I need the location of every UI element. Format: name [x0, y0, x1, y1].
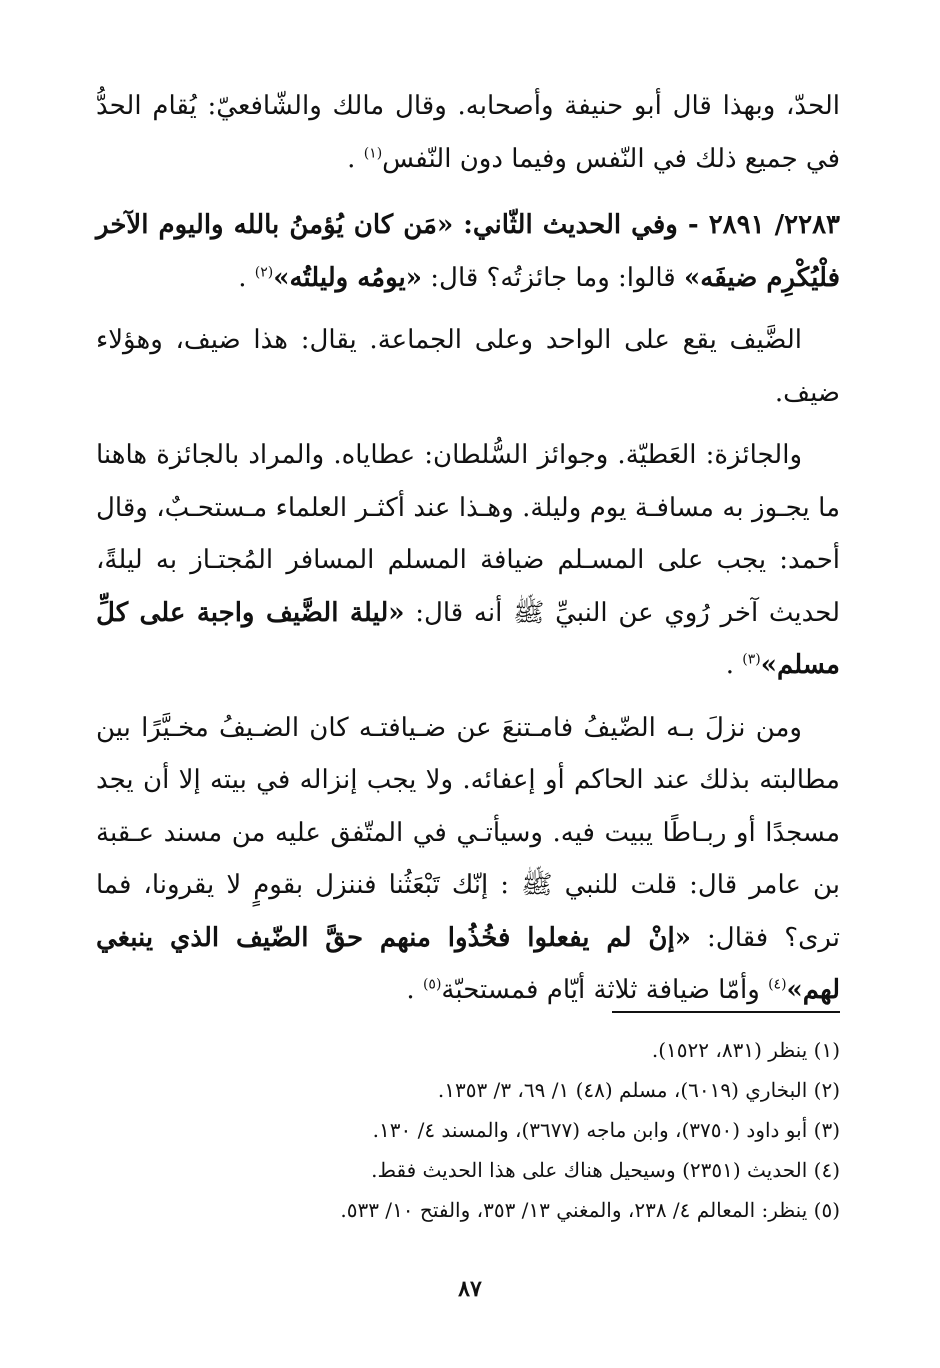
paragraph-2-end: .	[238, 262, 255, 293]
paragraph-3-text: الضَّيف يقع على الواحد وعلى الجماعة. يقال: هذا ضيف، وهؤلاء ضيف.	[96, 325, 840, 408]
page-number: ٨٧	[458, 1276, 482, 1302]
footnote-3: (٣) أبو داود (٣٧٥٠)، وابن ماجه (٣٦٧٧)، والمسند ٤/ ١٣٠.	[372, 1118, 840, 1142]
footnote-divider	[612, 1011, 840, 1013]
paragraph-5-text: ومن نزلَ بـه الضّيفُ فامـتنعَ عن ضـيافتـه كان الضـيفُ مخـيَّرًا بين مطالبته بذلك عند الحاكم أو إعفائه. ولا يجب إنزاله في بيته إلا أن يجد مسجدًا أو ربـاطًا يبيت فيه. وسيأتـي في المتّفق عليه من مسند عـقبة بن عامر قال: قلت للنبي ﷺ : إنّك تَبْعَثُنا فننزل بقومٍ لا يقرونا، فما ترى؟ فقال:	[96, 712, 840, 953]
footnote-4: (٤) الحديث (٢٣٥١) وسيحيل هناك على هذا الحديث فقط.	[371, 1158, 840, 1182]
footnote-ref-2: (٢)	[254, 263, 274, 280]
paragraph-5-continued: وأمّا ضيافة ثلاثة أيّام فمستحبّة	[441, 975, 769, 1005]
paragraph-2-text: قالوا: وما جائزتُه؟ قال:	[422, 262, 684, 293]
footnote-ref-5: (٥)	[422, 976, 442, 993]
footnote-ref-4: (٤)	[768, 976, 787, 993]
paragraph-5-end: .	[406, 975, 423, 1005]
paragraph-4-text: والجائزة: العَطيّة. وجوائز السُّلطان: عطاياه. والمراد بالجائزة هاهنا ما يجـوز به مسافـة يوم وليلة. وهـذا عند أكثـر العلماء مـستحـبٌ، وقال أحمد: يجب على المسـلم ضيافة المسلم المسافر المُجتـاز به ليلةً، لحديث آخر رُوي عن النبيِّ ﷺ أنه قال:	[96, 440, 840, 628]
paragraph-2-hadith	[96, 199, 840, 304]
footnote-ref-1: (١)	[363, 144, 383, 161]
paragraph-4	[96, 429, 840, 692]
footnote-ref-3: (٣)	[742, 651, 761, 668]
paragraph-1	[96, 80, 840, 185]
paragraph-1-text: الحدّ، وبهذا قال أبو حنيفة وأصحابه. وقال مالك والشّافعيّ: يُقام الحدُّ في جميع ذلك في النّفس وفيما دون النّفس	[96, 91, 840, 174]
footnote-5: (٥) ينظر: المعالم ٤/ ٢٣٨، والمغني ١٣/ ٣٥٣، والفتح ١٠/ ٥٣٣.	[340, 1198, 840, 1222]
paragraph-1-end: .	[347, 143, 364, 174]
footnote-1: (١) ينظر (٨٣١، ١٥٢٢).	[651, 1038, 840, 1062]
paragraph-4-end: .	[725, 650, 743, 680]
hadith-answer: «يومُه وليلتُه»	[273, 262, 423, 293]
paragraph-4-quote: «ليلة الضَّيف واجبة على كلِّ مسلم»	[96, 597, 840, 680]
paragraph-5	[96, 702, 840, 1017]
hadith-heading: ٢٢٨٣/ ٢٨٩١ - وفي الحديث الثّاني: «مَن كان يُؤمنُ بالله واليوم الآخر فلْيُكْرِم ضيفَه»	[96, 210, 840, 293]
paragraph-5-quote: «إنْ لم يفعلوا فخُذُوا منهم حقَّ الضّيف الذي ينبغي لهم»	[96, 922, 840, 1005]
footnotes	[200, 1030, 840, 1230]
main-text	[96, 80, 840, 1017]
paragraph-3	[96, 314, 840, 419]
footnote-2: (٢) البخاري (٦٠١٩)، مسلم (٤٨) ١/ ٦٩، ٣/ ١٣٥٣.	[437, 1078, 840, 1102]
